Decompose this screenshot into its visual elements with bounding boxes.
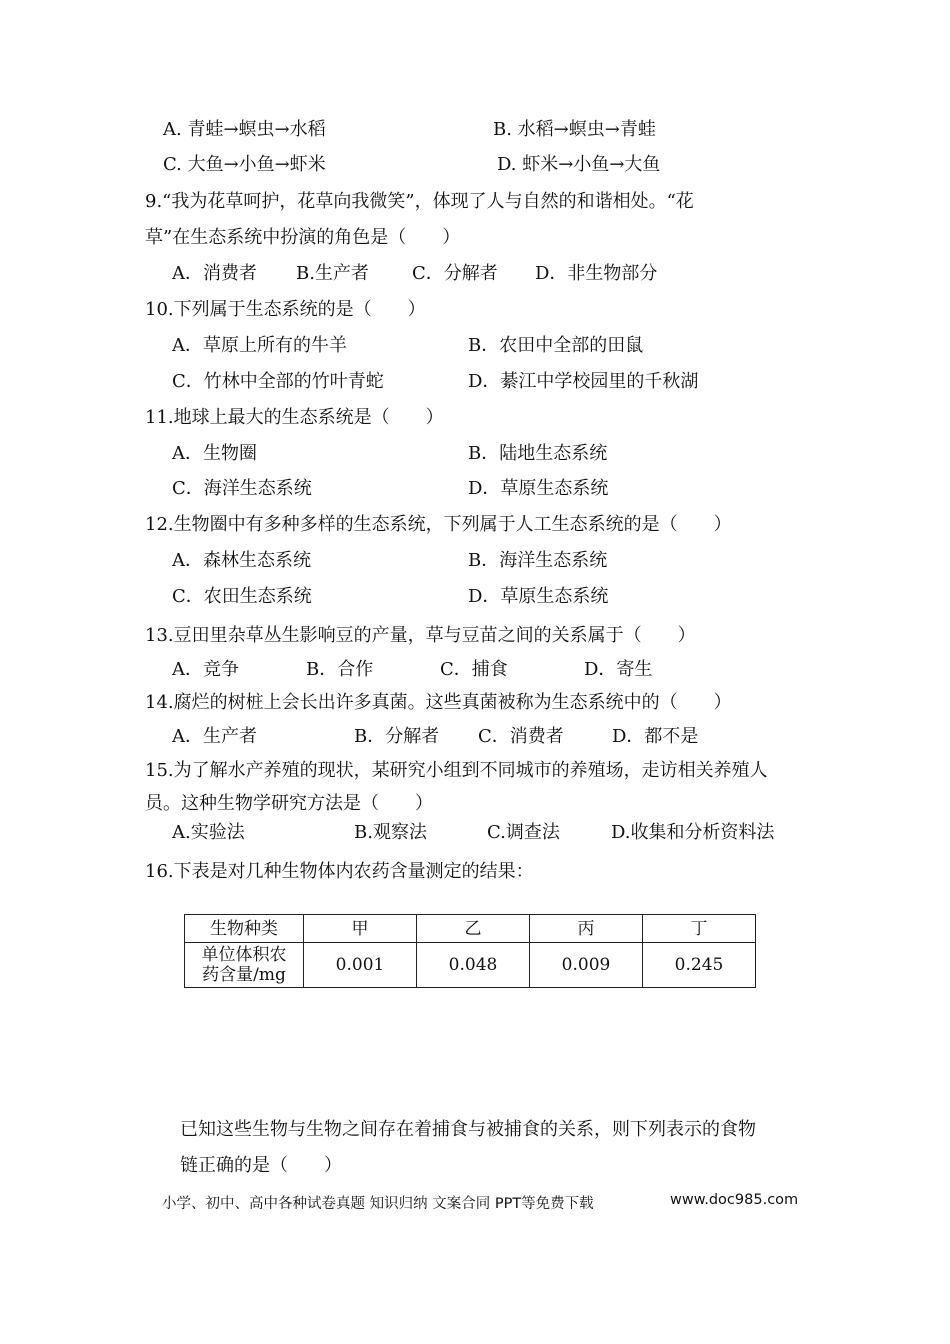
q13-option-a: A．竞争: [172, 659, 239, 680]
q16-stem: 16.下表是对几种生物体内农药含量测定的结果：: [145, 861, 534, 882]
q14-option-a: A．生产者: [172, 726, 257, 747]
q14-option-d: D．都不是: [612, 726, 699, 747]
q10-option-a: A．草原上所有的牛羊: [172, 335, 347, 356]
q12-option-a: A．森林生态系统: [172, 550, 311, 571]
table-header-row: [185, 915, 756, 943]
q9-option-c: C．分解者: [412, 263, 498, 284]
q14-option-b: B．分解者: [354, 726, 440, 747]
q15-option-c: C.调查法: [487, 822, 560, 843]
q8-option-b: B. 水稻→螟虫→青蛙: [493, 119, 656, 140]
table-row-label: [185, 943, 304, 988]
q13-option-b: B．合作: [306, 659, 374, 680]
table-cell: 0.001: [304, 943, 417, 988]
table-header-label: 生物种类: [185, 915, 304, 943]
q8-option-d: D. 虾米→小鱼→大鱼: [497, 154, 661, 175]
q12-option-c: C．农田生态系统: [172, 586, 312, 607]
q13-stem: 13.豆田里杂草丛生影响豆的产量，草与豆苗之间的关系属于（ ）: [145, 625, 696, 646]
q10-option-c: C．竹林中全部的竹叶青蛇: [172, 371, 384, 392]
table-column-header: 乙: [417, 915, 530, 943]
q13-option-c: C．捕食: [440, 659, 508, 680]
q9-stem-line-1: 9.“我为花草呵护，花草向我微笑”，体现了人与自然的和谐相处。“花: [145, 191, 694, 212]
q12-stem: 12.生物圈中有多种多样的生态系统，下列属于人工生态系统的是（ ）: [145, 514, 732, 535]
q12-option-d: D．草原生态系统: [468, 586, 609, 607]
table-cell: 0.009: [530, 943, 643, 988]
pesticide-table: [184, 914, 756, 988]
q10-option-b: B．农田中全部的田鼠: [468, 335, 644, 356]
q15-option-b: B.观察法: [354, 822, 427, 843]
q10-option-d: D．綦江中学校园里的千秋湖: [468, 371, 699, 392]
q11-option-a: A．生物圈: [172, 443, 257, 464]
q15-stem-line-2: 员。这种生物学研究方法是（ ）: [145, 793, 433, 814]
q10-stem: 10.下列属于生态系统的是（ ）: [145, 299, 426, 320]
table-row-label-line-1: 单位体积农: [201, 945, 287, 965]
q9-option-d: D．非生物部分: [535, 263, 658, 284]
table-row-label-line-2: 药含量/mg: [202, 965, 286, 985]
q12-option-b: B．海洋生态系统: [468, 550, 608, 571]
q14-stem: 14.腐烂的树桩上会长出许多真菌。这些真菌被称为生态系统中的（ ）: [145, 692, 732, 713]
q13-option-d: D．寄生: [584, 659, 653, 680]
table-column-header: 丁: [643, 915, 756, 943]
q8-option-a: A. 青蛙→螟虫→水稻: [163, 119, 326, 140]
q15-option-d: D.收集和分析资料法: [611, 822, 775, 843]
footer-url[interactable]: www.doc985.com: [670, 1192, 799, 1208]
q8-option-c: C. 大鱼→小鱼→虾米: [163, 154, 326, 175]
q15-option-a: A.实验法: [172, 822, 245, 843]
footer-text: 小学、初中、高中各种试卷真题 知识归纳 文案合同 PPT等免费下载: [162, 1196, 594, 1212]
q11-stem: 11.地球上最大的生态系统是（ ）: [145, 407, 444, 428]
table-row: [185, 943, 756, 988]
table-cell: 0.048: [417, 943, 530, 988]
q11-option-c: C．海洋生态系统: [172, 478, 312, 499]
q11-option-b: B．陆地生态系统: [468, 443, 608, 464]
table-column-header: 丙: [530, 915, 643, 943]
q9-option-b: B.生产者: [296, 263, 369, 284]
q11-option-d: D．草原生态系统: [468, 478, 609, 499]
q9-option-a: A．消费者: [172, 263, 257, 284]
q15-stem-line-1: 15.为了解水产养殖的现状，某研究小组到不同城市的养殖场，走访相关养殖人: [145, 760, 768, 781]
q14-option-c: C．消费者: [478, 726, 564, 747]
table-column-header: 甲: [304, 915, 417, 943]
q9-stem-line-2: 草”在生态系统中扮演的角色是（ ）: [145, 227, 461, 248]
q16-continuation-line-2: 链正确的是（ ）: [180, 1155, 342, 1176]
table-cell: 0.245: [643, 943, 756, 988]
q16-continuation-line-1: 已知这些生物与生物之间存在着捕食与被捕食的关系，则下列表示的食物: [180, 1119, 756, 1140]
